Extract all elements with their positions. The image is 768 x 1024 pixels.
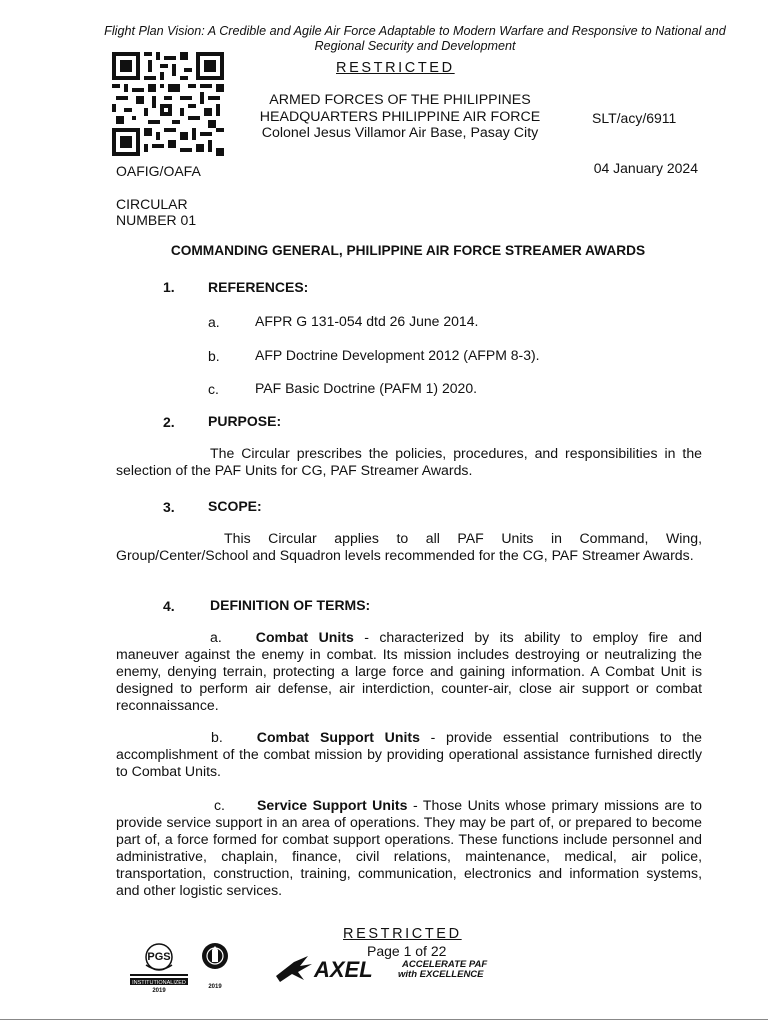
purpose-paragraph xyxy=(116,445,702,479)
vision-line-1: Flight Plan Vision: A Credible and Agile Air Force Adaptable to Modern Warfare and Responsive to National and xyxy=(104,24,726,38)
page-number: Page 1 of 22 xyxy=(367,943,447,959)
list-letter: b. xyxy=(208,348,220,364)
section-number: 1. xyxy=(163,279,175,295)
org-header xyxy=(240,92,560,142)
list-letter: c. xyxy=(208,381,219,397)
award-seal-logo xyxy=(198,940,232,992)
pgs-caption: INSTITUTIONALIZED xyxy=(132,980,186,986)
axel-brand-logo xyxy=(274,952,510,986)
seal-year: 2019 xyxy=(208,984,222,990)
section-heading-scope: SCOPE: xyxy=(208,498,262,514)
reference-item: PAF Basic Doctrine (PAFM 1) 2020. xyxy=(255,380,477,396)
section-number: 4. xyxy=(163,598,175,614)
scope-text: This Circular applies to all PAF Units in Command, Wing, Group/Center/School and Squadron levels recommended for the CG, PAF Streamer Awards. xyxy=(116,530,702,563)
vision-statement xyxy=(80,24,750,54)
classification-marking-top: RESTRICTED xyxy=(336,60,455,76)
list-letter: a. xyxy=(208,314,220,330)
definition-term: Service Support Units xyxy=(256,797,408,813)
classification-marking-bottom: RESTRICTED xyxy=(343,926,462,942)
org-name: ARMED FORCES OF THE PHILIPPINES xyxy=(269,92,531,108)
definition-combat-units xyxy=(116,629,702,714)
purpose-text: The Circular prescribes the policies, procedures, and responsibilities in the selection of the PAF Units for CG, PAF Streamer Awards. xyxy=(116,445,702,478)
reference-item: AFP Doctrine Development 2012 (AFPM 8-3). xyxy=(255,347,540,363)
axel-tagline-2: with EXCELLENCE xyxy=(398,969,484,980)
circular-number xyxy=(116,196,196,228)
reference-code: SLT/acy/6911 xyxy=(592,110,677,126)
definition-text: - provide essential contributions to the accomplishment of the combat mission by providing operational assistance furnished directly to Combat Units. xyxy=(116,729,702,779)
scope-paragraph xyxy=(116,530,702,564)
circular-label: CIRCULAR xyxy=(116,196,188,212)
section-number: 3. xyxy=(163,499,175,515)
section-number: 2. xyxy=(163,414,175,430)
definition-term: Combat Support Units xyxy=(256,729,420,745)
org-address: Colonel Jesus Villamor Air Base, Pasay City xyxy=(261,125,539,141)
definition-term: Combat Units xyxy=(255,629,354,645)
qr-code xyxy=(112,52,224,156)
definition-service-support-units xyxy=(116,797,702,899)
vision-line-2: Regional Security and Development xyxy=(314,39,516,53)
document-date: 04 January 2024 xyxy=(593,160,698,176)
reference-item: AFPR G 131-054 dtd 26 June 2014. xyxy=(255,313,479,329)
list-letter: a. xyxy=(210,629,222,645)
page-bottom-rule xyxy=(0,1019,768,1020)
section-heading-definitions: DEFINITION OF TERMS: xyxy=(210,597,371,613)
list-letter: b. xyxy=(211,729,223,745)
section-heading-purpose: PURPOSE: xyxy=(208,413,282,429)
pgs-logo-text: PGS xyxy=(147,951,171,963)
definition-combat-support-units xyxy=(116,729,702,780)
axel-wordmark: AXEL xyxy=(314,957,373,982)
pgs-year: 2019 xyxy=(152,988,166,994)
definition-text: - Those Units whose primary missions are to provide service support in an area of operations. They may be part of, or prepared to become part of, a force formed for combat support operations. These functions include personnel and administrative, chaplain, finance, civil relations, maintenance, medical, air police, transportation, construction, training, communication, electronics and information systems, and other logistic services. xyxy=(116,797,702,898)
office-code: OAFIG/OAFA xyxy=(116,163,201,179)
definition-text: - characterized by its ability to employ fire and maneuver against the enemy in combat. Its mission includes destroying or neutralizing the enemy, denying terrain, protecting a large force and gaining information. A Combat Unit is designed to perform air defense, air interdiction, counter-air, close air support or combat reconnaissance. xyxy=(116,629,702,713)
circular-number-label: NUMBER 01 xyxy=(116,212,197,228)
document-title: COMMANDING GENERAL, PHILIPPINE AIR FORCE STREAMER AWARDS xyxy=(170,243,646,258)
axel-tagline-1: ACCELERATE PAF xyxy=(402,959,488,970)
pgs-institutionalized-logo xyxy=(126,938,192,994)
org-headquarters: HEADQUARTERS PHILIPPINE AIR FORCE xyxy=(259,108,541,125)
section-heading-references: REFERENCES: xyxy=(208,279,309,295)
list-letter: c. xyxy=(214,797,225,813)
